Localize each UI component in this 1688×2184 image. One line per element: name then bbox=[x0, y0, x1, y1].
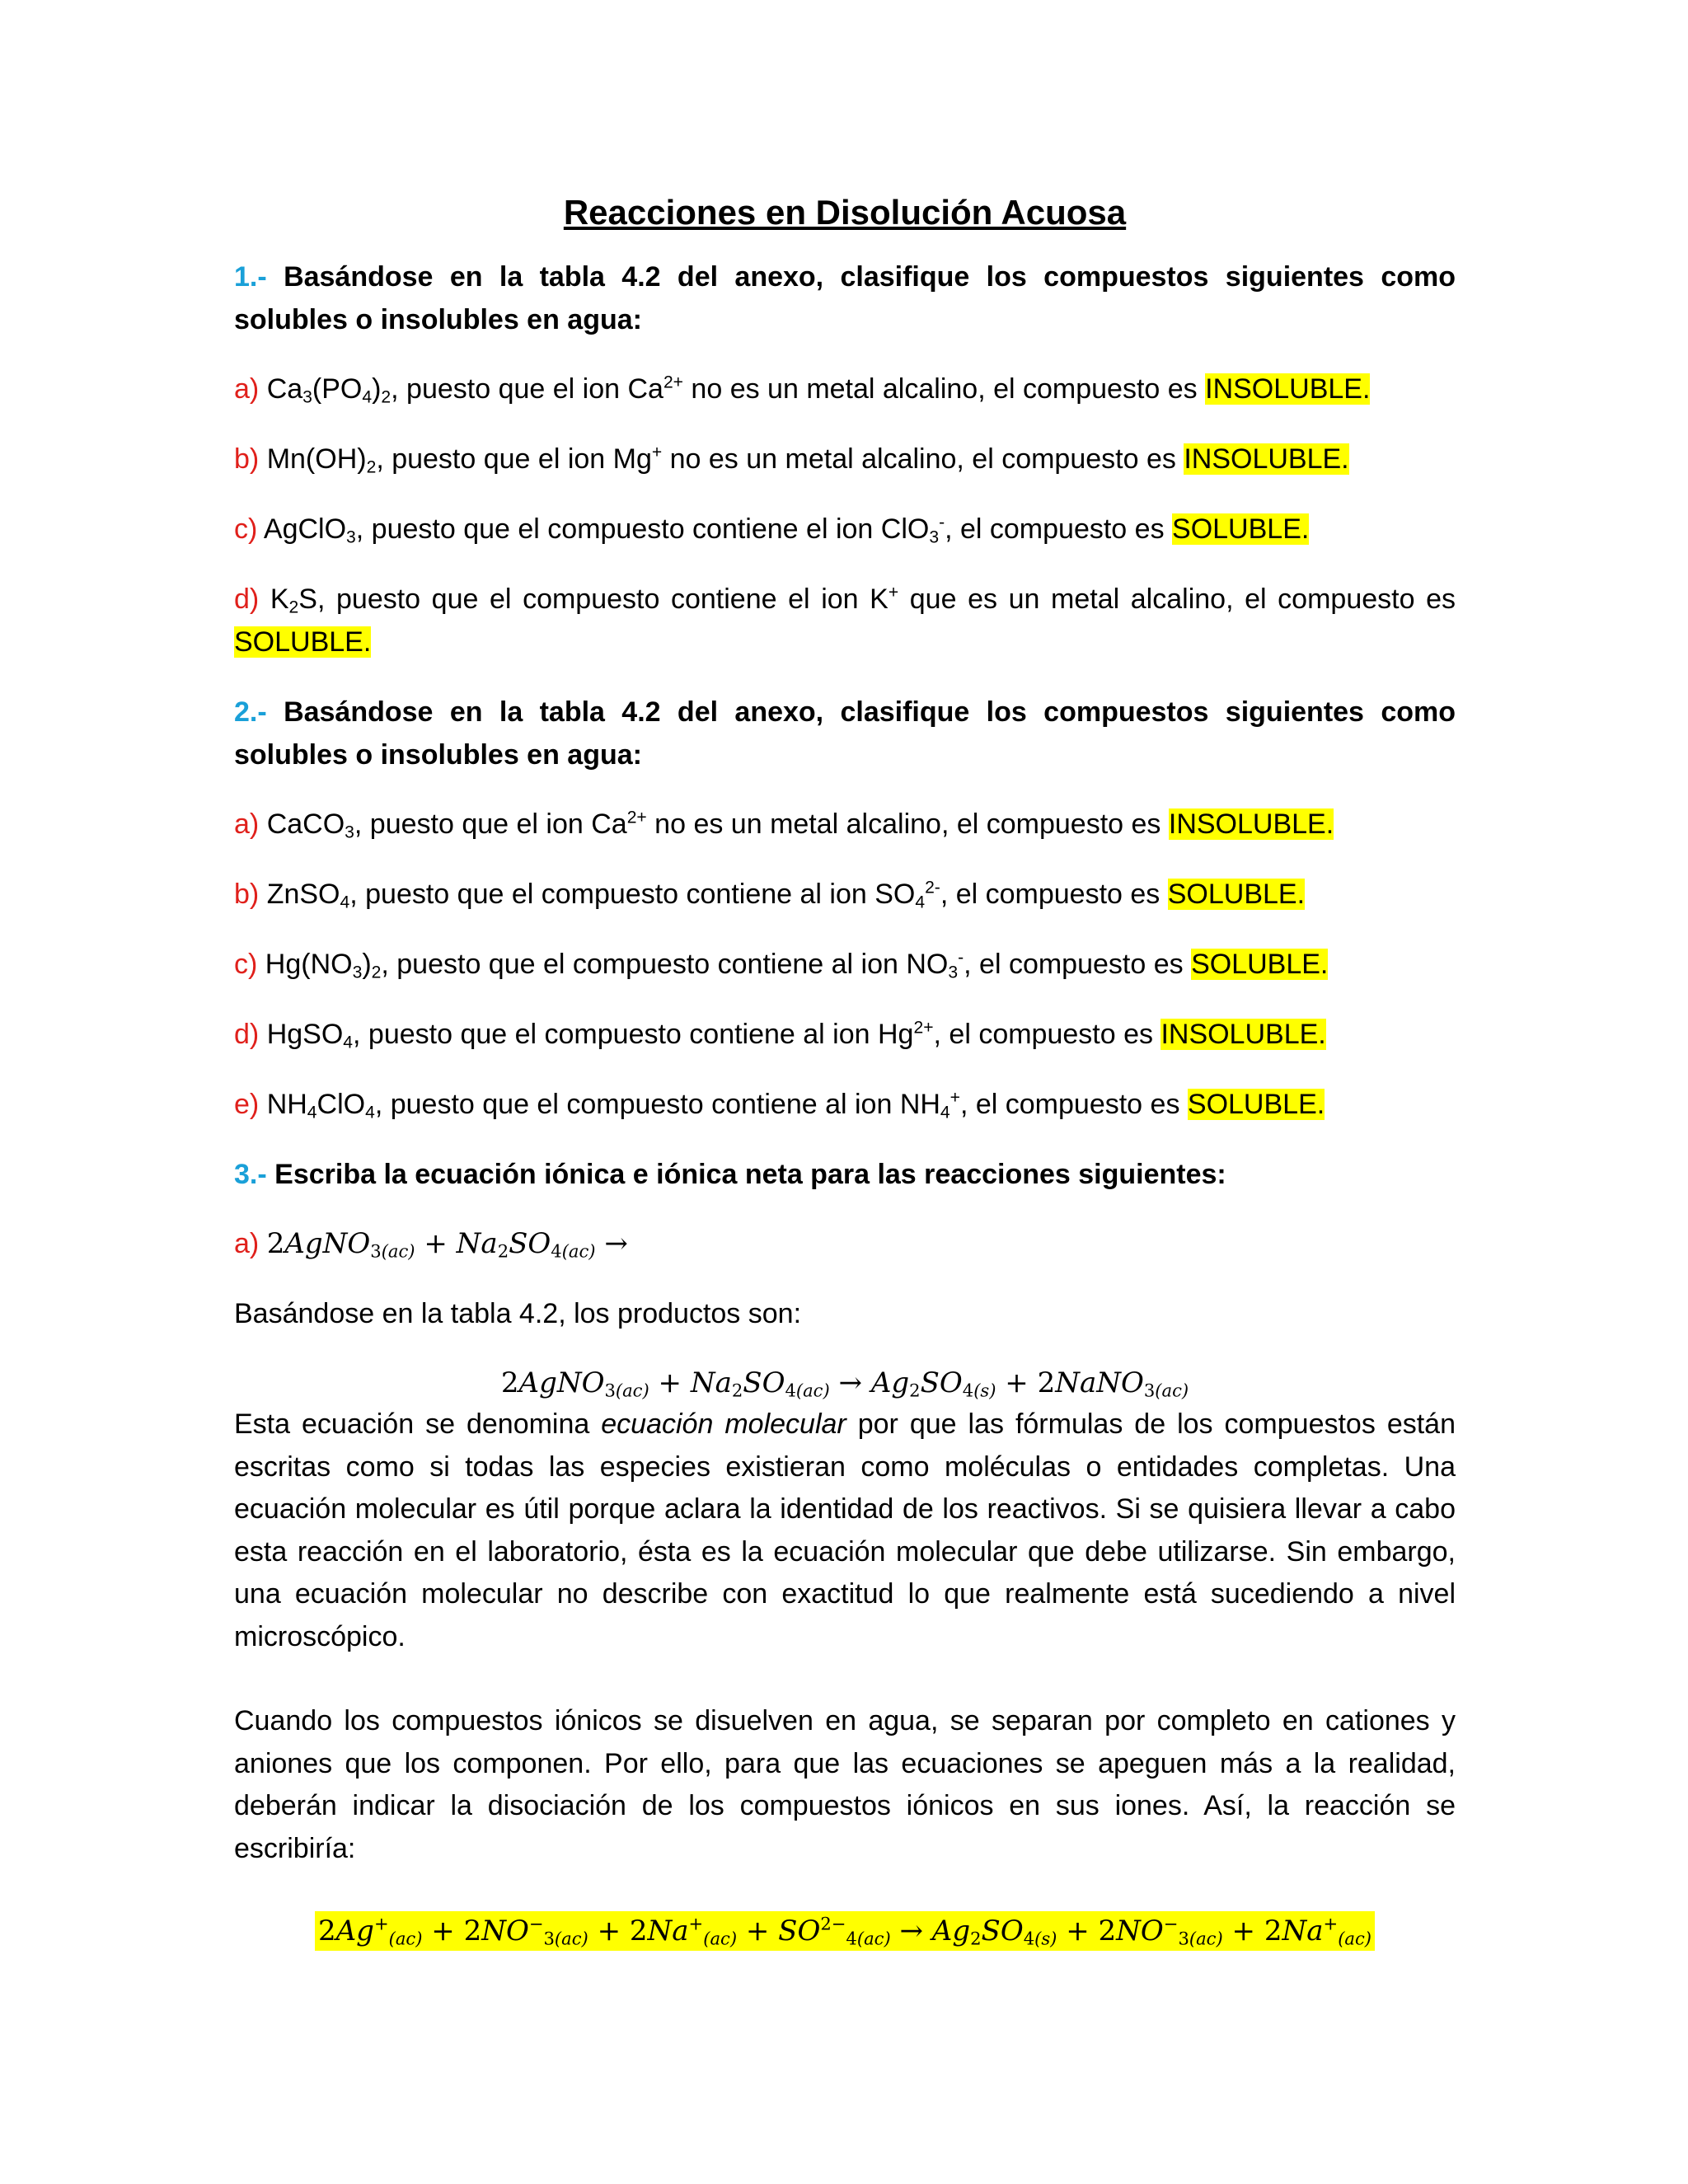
superscript: 2+ bbox=[663, 373, 683, 392]
answer-text: , el compuesto es bbox=[959, 1089, 1188, 1120]
plus-sign: + bbox=[658, 1366, 682, 1399]
coefficient: 2 bbox=[500, 1366, 519, 1399]
formula: AgNO bbox=[518, 1366, 605, 1399]
formula: (PO bbox=[312, 373, 363, 405]
charge: − bbox=[528, 1913, 544, 1934]
formula: Ag bbox=[335, 1915, 374, 1947]
answer-1c bbox=[234, 508, 1456, 551]
subscript: 2 bbox=[288, 598, 299, 617]
page-title: Reacciones en Disolución Acuosa bbox=[563, 193, 1127, 232]
answer-text: no es un metal alcalino, el compuesto es bbox=[682, 373, 1206, 405]
state: (ac) bbox=[388, 1928, 423, 1949]
state: (s) bbox=[1034, 1928, 1057, 1949]
superscript: - bbox=[939, 513, 945, 532]
answer-text: , puesto que el compuesto contiene al ion NO bbox=[381, 949, 949, 980]
subscript: 4 bbox=[962, 1380, 974, 1401]
formula: NH bbox=[266, 1089, 307, 1120]
subscript: 3 bbox=[1178, 1928, 1189, 1949]
superscript: 2- bbox=[925, 878, 940, 898]
formula: NO bbox=[1116, 1915, 1164, 1947]
answer-1a bbox=[234, 368, 1456, 410]
superscript: + bbox=[651, 443, 663, 462]
subscript: 2 bbox=[497, 1240, 509, 1262]
item-letter: a) bbox=[234, 808, 260, 840]
answer-2e bbox=[234, 1083, 1456, 1126]
answer-text: , puesto que el ion Ca bbox=[391, 373, 663, 405]
answer-1b bbox=[234, 438, 1456, 480]
coefficient: 2 bbox=[463, 1915, 482, 1947]
answer-text: , puesto que el compuesto contiene al ion SO bbox=[349, 879, 916, 910]
formula: SO bbox=[778, 1915, 821, 1947]
question-3 bbox=[234, 1153, 1456, 1196]
formula: ) bbox=[362, 949, 372, 980]
state: (s) bbox=[973, 1380, 996, 1401]
charge: + bbox=[373, 1913, 389, 1934]
paragraph-ionic: Cuando los compuestos iónicos se disuelven en agua, se separan por completo en cationes y aniones que los componen. Por ello, para que las ecuaciones se apeguen más a la realidad, deberán indicar la disociación de los compuestos iónicos en sus iones. Así, la reacción se escribiría: bbox=[234, 1705, 1456, 1864]
item-letter: a) bbox=[234, 373, 260, 405]
result-badge: SOLUBLE. bbox=[1191, 949, 1329, 980]
subscript: 3 bbox=[604, 1380, 616, 1401]
formula: HgSO bbox=[266, 1019, 344, 1050]
question-text: Basándose en la tabla 4.2 del anexo, clasifique los compuestos siguientes como solubles o insolubles en agua: bbox=[234, 261, 1456, 335]
subscript: 3 bbox=[352, 963, 363, 982]
formula: Na bbox=[647, 1915, 689, 1947]
plus-sign: + bbox=[424, 1227, 448, 1260]
formula: Na bbox=[1282, 1915, 1324, 1947]
question-number: 1.- bbox=[234, 261, 267, 293]
answer-2d bbox=[234, 1013, 1456, 1056]
paragraph-molecular bbox=[234, 1404, 1456, 1658]
ionic-equation bbox=[234, 1908, 1456, 1954]
subscript: 4 bbox=[551, 1240, 562, 1262]
state: (ac) bbox=[554, 1928, 588, 1949]
paragraph-text: Esta ecuación se denomina bbox=[234, 1408, 602, 1440]
formula: SO bbox=[920, 1366, 963, 1399]
plus-sign: + bbox=[431, 1915, 455, 1947]
equation-3a bbox=[234, 1222, 1456, 1265]
subscript: 4 bbox=[940, 1103, 950, 1122]
answer-text: no es un metal alcalino, el compuesto es bbox=[662, 443, 1184, 475]
subscript: 3 bbox=[370, 1240, 382, 1262]
formula: NaNO bbox=[1055, 1366, 1144, 1399]
formula: SO bbox=[981, 1915, 1024, 1947]
charge: + bbox=[688, 1913, 704, 1934]
item-letter: a) bbox=[234, 1228, 260, 1259]
arrow-icon: → bbox=[838, 1366, 863, 1399]
state: (ac) bbox=[1189, 1928, 1223, 1949]
formula: NO bbox=[481, 1915, 529, 1947]
formula: Hg(NO bbox=[265, 949, 353, 980]
subscript: 4 bbox=[785, 1380, 796, 1401]
subscript: 4 bbox=[362, 387, 373, 407]
item-letter: c) bbox=[234, 949, 258, 980]
formula: AgNO bbox=[284, 1227, 371, 1260]
formula: S bbox=[298, 583, 317, 615]
charge: + bbox=[1323, 1913, 1339, 1934]
subscript: 4 bbox=[846, 1928, 857, 1949]
result-badge: SOLUBLE. bbox=[1172, 513, 1310, 545]
subscript: 4 bbox=[1023, 1928, 1035, 1949]
document-content bbox=[234, 188, 1456, 1954]
subscript: 3 bbox=[346, 527, 356, 547]
subscript: 3 bbox=[1143, 1380, 1156, 1401]
item-letter: d) bbox=[234, 583, 260, 615]
item-letter: e) bbox=[234, 1089, 260, 1120]
formula: CaCO bbox=[266, 808, 345, 840]
products-intro: Basándose en la tabla 4.2, los productos son: bbox=[234, 1298, 802, 1329]
coefficient: 2 bbox=[1264, 1915, 1282, 1947]
result-badge: INSOLUBLE. bbox=[1160, 1019, 1326, 1050]
subscript: 2 bbox=[366, 457, 377, 477]
answer-text: que es un metal alcalino, el compuesto es bbox=[898, 583, 1456, 615]
coefficient: 2 bbox=[317, 1915, 336, 1947]
charge: 2− bbox=[820, 1913, 846, 1934]
subscript: 2 bbox=[970, 1928, 982, 1949]
reactants-equation bbox=[267, 1227, 628, 1260]
superscript: 2+ bbox=[626, 808, 647, 827]
answer-text: , puesto que el compuesto contiene el ion ClO bbox=[355, 513, 930, 545]
plus-sign: + bbox=[597, 1915, 621, 1947]
result-badge: INSOLUBLE. bbox=[1168, 808, 1334, 840]
answer-1d bbox=[234, 578, 1456, 663]
item-letter: c) bbox=[234, 513, 258, 545]
state: (ac) bbox=[856, 1928, 891, 1949]
superscript: + bbox=[888, 583, 899, 602]
result-badge: SOLUBLE. bbox=[1167, 879, 1306, 910]
answer-text: , puesto que el compuesto contiene al ion Hg bbox=[353, 1019, 914, 1050]
subscript: 3 bbox=[929, 527, 940, 547]
question-number: 3.- bbox=[234, 1159, 267, 1190]
answer-text: , puesto que el ion Mg bbox=[376, 443, 652, 475]
answer-text: , el compuesto es bbox=[945, 513, 1173, 545]
state: (ac) bbox=[561, 1240, 596, 1262]
arrow-icon: → bbox=[899, 1915, 923, 1947]
superscript: + bbox=[950, 1088, 960, 1108]
subscript: 3 bbox=[345, 823, 354, 842]
question-2 bbox=[234, 691, 1456, 776]
state: (ac) bbox=[1338, 1928, 1372, 1949]
answer-2c bbox=[234, 943, 1456, 986]
formula: Mn(OH) bbox=[266, 443, 367, 475]
formula: Ag bbox=[931, 1915, 971, 1947]
answer-text: , puesto que el compuesto contiene el ion K bbox=[316, 583, 889, 615]
item-letter: b) bbox=[234, 443, 260, 475]
state: (ac) bbox=[703, 1928, 738, 1949]
question-text: Escriba la ecuación iónica e iónica neta para las reacciones siguientes: bbox=[274, 1159, 1226, 1190]
superscript: 2+ bbox=[913, 1018, 934, 1038]
answer-text: no es un metal alcalino, el compuesto es bbox=[646, 808, 1169, 840]
highlighted-equation bbox=[315, 1911, 1375, 1951]
result-badge: INSOLUBLE. bbox=[1184, 443, 1349, 475]
answer-text: , el compuesto es bbox=[933, 1019, 1161, 1050]
formula: ZnSO bbox=[266, 879, 340, 910]
answer-text: , puesto que el compuesto contiene al ion NH bbox=[374, 1089, 940, 1120]
subscript: 3 bbox=[302, 387, 312, 407]
subscript: 3 bbox=[543, 1928, 555, 1949]
molecular-equation bbox=[234, 1362, 1456, 1404]
item-letter: d) bbox=[234, 1019, 260, 1050]
subscript: 2 bbox=[909, 1380, 921, 1401]
question-text: Basándose en la tabla 4.2 del anexo, clasifique los compuestos siguientes como solubles o insolubles en agua: bbox=[234, 696, 1456, 771]
plus-sign: + bbox=[745, 1915, 770, 1947]
subscript: 2 bbox=[381, 387, 392, 407]
formula: ClO bbox=[316, 1089, 366, 1120]
answer-2a bbox=[234, 803, 1456, 846]
subscript: 2 bbox=[371, 963, 382, 982]
result-badge: INSOLUBLE. bbox=[1205, 373, 1371, 405]
subscript: 4 bbox=[340, 893, 350, 912]
arrow-icon: → bbox=[604, 1227, 628, 1260]
subscript: 4 bbox=[365, 1103, 375, 1122]
formula: Na bbox=[690, 1366, 732, 1399]
subscript: 2 bbox=[731, 1380, 743, 1401]
state: (ac) bbox=[381, 1240, 415, 1262]
result-badge: SOLUBLE. bbox=[234, 626, 372, 658]
coefficient: 2 bbox=[266, 1227, 285, 1260]
question-number: 2.- bbox=[234, 696, 267, 728]
formula: ) bbox=[372, 373, 382, 405]
formula: SO bbox=[743, 1366, 785, 1399]
paragraph-text: por que las fórmulas de los compuestos están escritas como si todas las especies existieran como moléculas o entidades completas. Una ecuación molecular es útil porque aclara la identidad de los reactivos. Si se quisiera llevar a cabo esta reacción en el laboratorio, ésta es la ecuación molecular que debe utilizarse. Sin embargo, una ecuación molecular no describe con exactitud lo que realmente está sucediendo a nivel microscópico. bbox=[234, 1408, 1456, 1652]
state: (ac) bbox=[615, 1380, 649, 1401]
question-1 bbox=[234, 255, 1456, 341]
answer-text: , puesto que el ion Ca bbox=[354, 808, 627, 840]
formula: AgClO bbox=[263, 513, 347, 545]
emphasis-text: ecuación molecular bbox=[601, 1408, 846, 1440]
subscript: 4 bbox=[343, 1033, 354, 1052]
plus-sign: + bbox=[1066, 1915, 1090, 1947]
state: (ac) bbox=[1155, 1380, 1189, 1401]
formula: Ca bbox=[266, 373, 303, 405]
answer-2b bbox=[234, 873, 1456, 916]
formula: SO bbox=[509, 1227, 551, 1260]
answer-text: , el compuesto es bbox=[964, 949, 1192, 980]
item-letter: b) bbox=[234, 879, 260, 910]
state: (ac) bbox=[795, 1380, 830, 1401]
plus-sign: + bbox=[1005, 1366, 1029, 1399]
coefficient: 2 bbox=[629, 1915, 648, 1947]
coefficient: 2 bbox=[1037, 1366, 1056, 1399]
result-badge: SOLUBLE. bbox=[1187, 1089, 1325, 1120]
formula: K bbox=[270, 583, 289, 615]
charge: − bbox=[1163, 1913, 1179, 1934]
subscript: 4 bbox=[915, 893, 926, 912]
plus-sign: + bbox=[1231, 1915, 1256, 1947]
formula: Ag bbox=[870, 1366, 910, 1399]
coefficient: 2 bbox=[1098, 1915, 1117, 1947]
formula: Na bbox=[456, 1227, 498, 1260]
answer-text: , el compuesto es bbox=[940, 879, 1168, 910]
subscript: 3 bbox=[948, 963, 959, 982]
superscript: - bbox=[958, 948, 964, 968]
subscript: 4 bbox=[307, 1103, 317, 1122]
